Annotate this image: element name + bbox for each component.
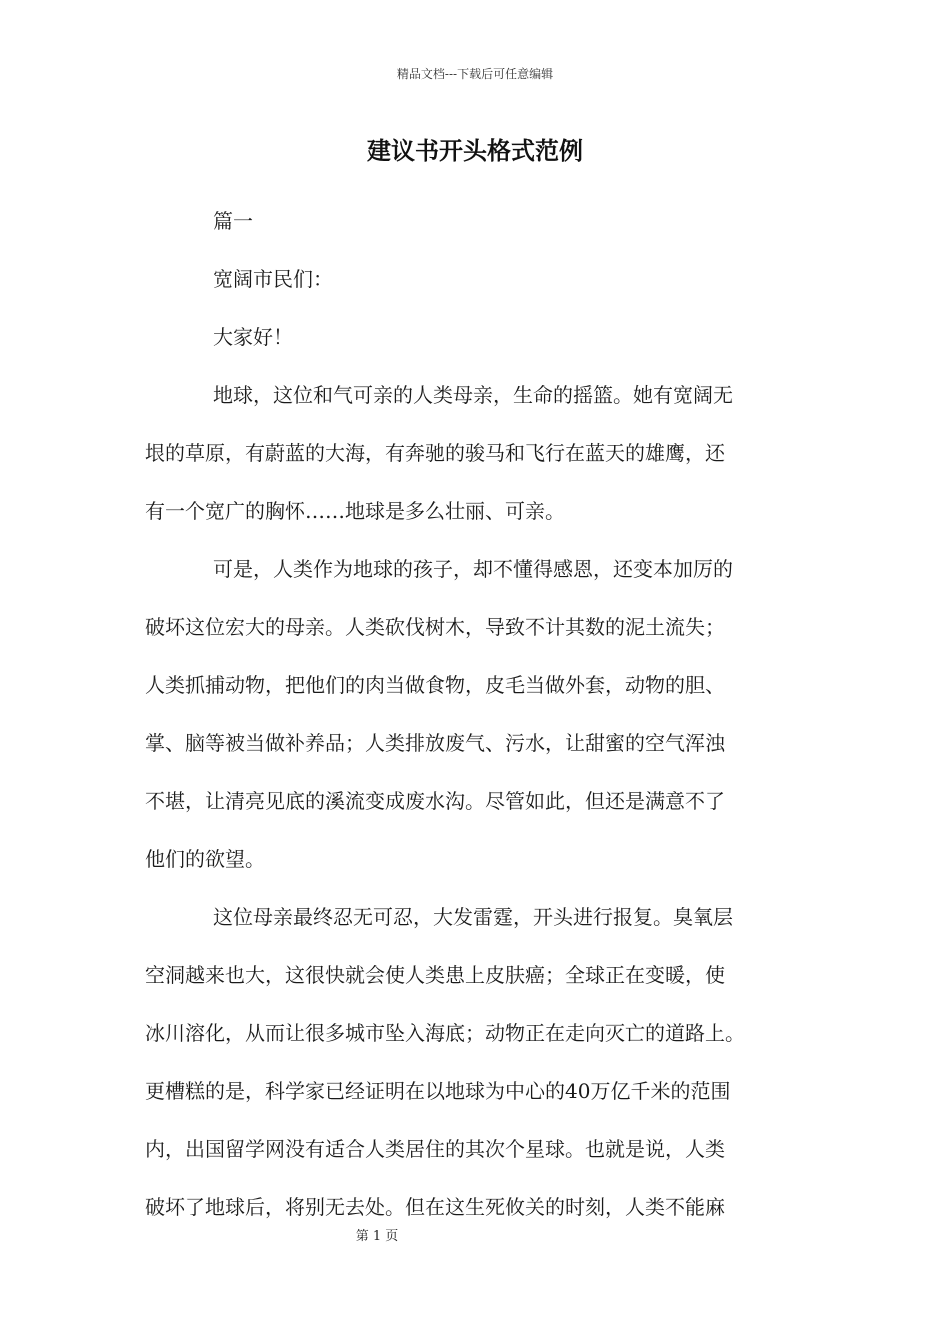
page-header: 精品文档---下载后可任意编辑 (396, 67, 554, 81)
paragraph-line: 破坏这位宏大的母亲。人类砍伐树木，导致不计其数的泥土流失； (145, 615, 725, 639)
salutation: 宽阔市民们： (213, 267, 333, 291)
page-number: 第 1 页 (355, 1229, 399, 1244)
paragraph-line: 空洞越来也大，这很快就会使人类患上皮肤癌；全球正在变暖，使 (145, 963, 725, 987)
section-label: 篇一 (213, 209, 253, 233)
paragraph-line: 掌、脑等被当做补养品；人类排放废气、污水，让甜蜜的空气浑浊 (145, 731, 725, 755)
paragraph-line: 更槽糕的是，科学家已经证明在以地球为中心的40万亿千米的范围 (145, 1079, 731, 1103)
paragraph-line: 破坏了地球后，将别无去处。但在这生死攸关的时刻，人类不能麻 (145, 1195, 725, 1219)
paragraph-line: 内，出国留学网没有适合人类居住的其次个星球。也就是说，人类 (145, 1137, 725, 1161)
paragraph-line: 有一个宽广的胸怀……地球是多么壮丽、可亲。 (145, 499, 565, 523)
paragraph-line: 这位母亲最终忍无可忍，大发雷霆，开头进行报复。臭氧层 (213, 905, 733, 929)
document-body (145, 192, 805, 1236)
paragraph-line: 可是，人类作为地球的孩子，却不懂得感恩，还变本加厉的 (213, 557, 733, 581)
paragraph-line: 人类抓捕动物，把他们的肉当做食物，皮毛当做外套，动物的胆、 (145, 673, 725, 697)
greeting: 大家好！ (213, 325, 293, 349)
document-title: 建议书开头格式范例 (367, 136, 583, 165)
paragraph-line: 地球，这位和气可亲的人类母亲，生命的摇篮。她有宽阔无 (213, 383, 733, 407)
paragraph-line: 垠的草原，有蔚蓝的大海，有奔驰的骏马和飞行在蓝天的雄鹰，还 (145, 441, 725, 465)
paragraph-line: 他们的欲望。 (145, 847, 265, 871)
paragraph-line: 不堪，让清亮见底的溪流变成废水沟。尽管如此，但还是满意不了 (145, 789, 725, 813)
paragraph-line: 冰川溶化，从而让很多城市坠入海底；动物正在走向灭亡的道路上。 (145, 1021, 745, 1045)
